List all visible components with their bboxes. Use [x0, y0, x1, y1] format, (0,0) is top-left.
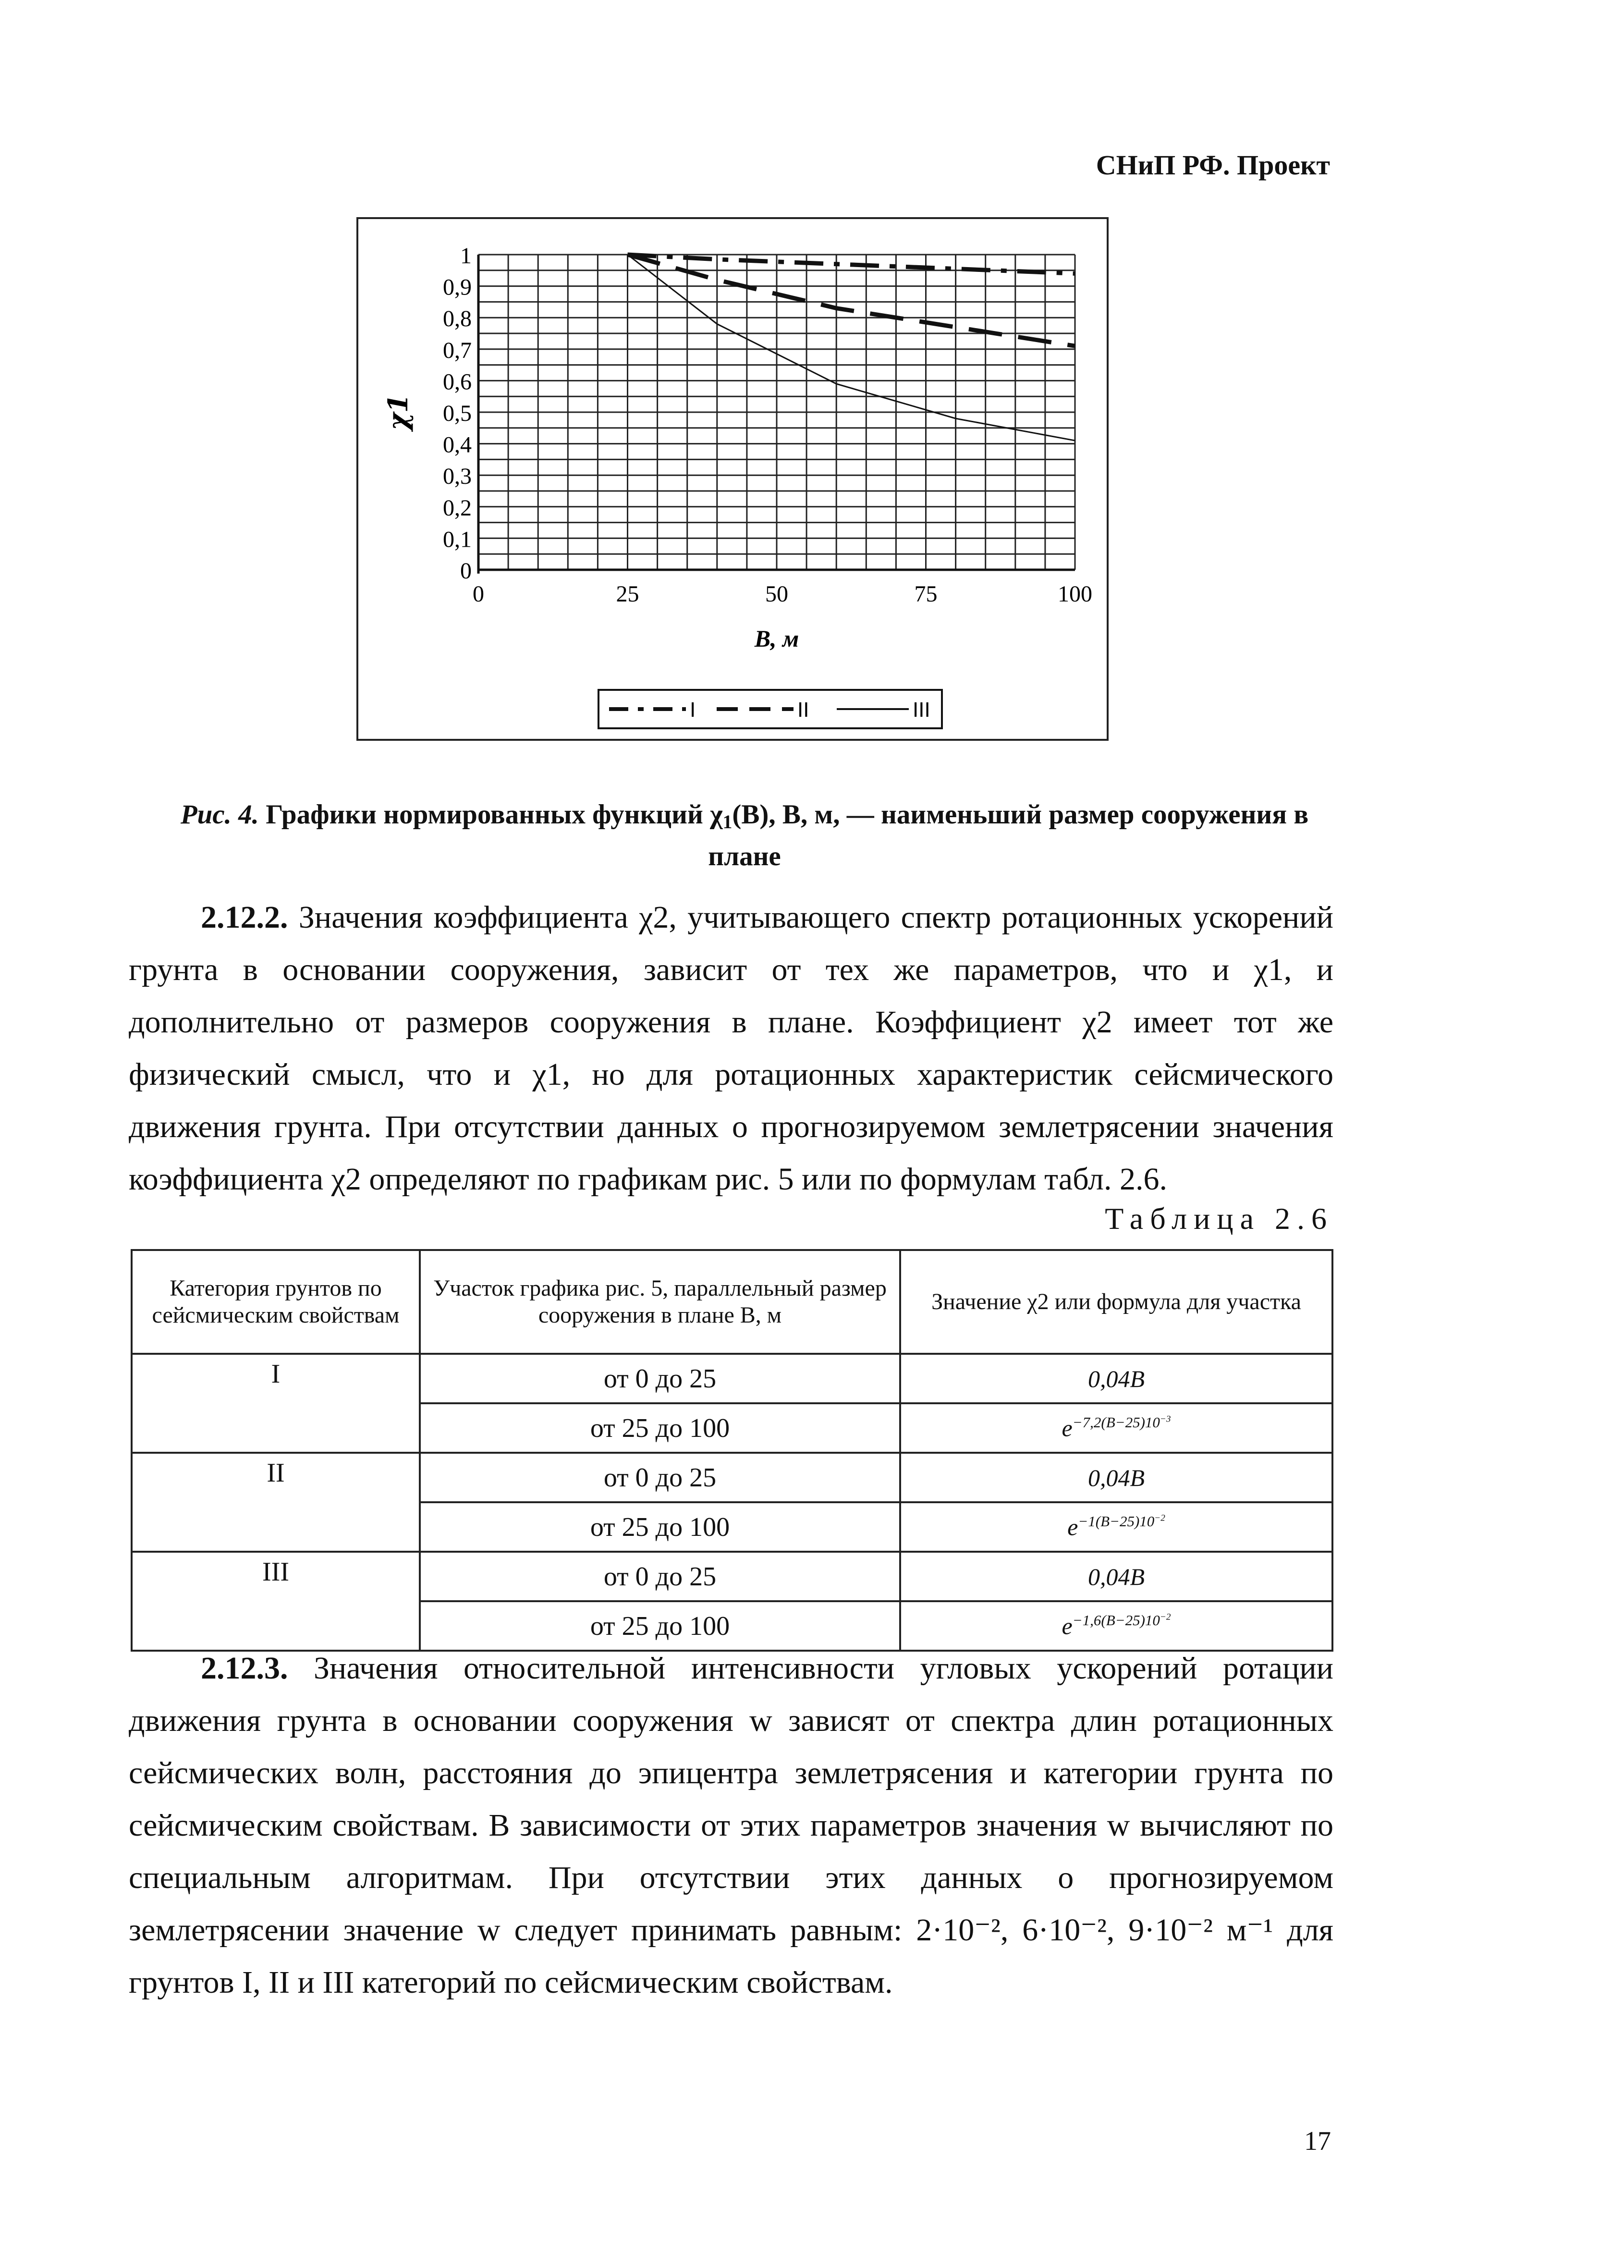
coefficient-table: [131, 1249, 1333, 1652]
y-tick-label: 0,5: [443, 401, 472, 426]
table-title: Таблица 2.6: [1105, 1201, 1333, 1236]
paragraph-2-12-2: [129, 891, 1333, 1205]
document-header: СНиП РФ. Проект: [1096, 149, 1330, 181]
series-line-II: [628, 255, 1075, 346]
y-tick-label: 0,4: [443, 432, 472, 458]
paragraph-text: Значения относительной интенсивности угловых ускорений ротации движения грунта в основании сооружения w зависят от спектра длин ротационных сейсмических волн, расстояния до эпицентра землетрясения и категории грунта по сейсмическим свойствам. В зависимости от этих параметров значения w вычисляют по специальным алгоритмам. При отсутствии этих данных о прогнозируемом землетрясении значение w следует принимать равным: 2·10⁻², 6·10⁻², 9·10⁻² м⁻¹ для грунтов I, II и III категорий по сейсмическим свойствам.: [129, 1651, 1333, 2000]
range-cell: от 0 до 25: [420, 1354, 900, 1403]
y-tick-label: 0,7: [443, 337, 472, 363]
caption-text-before: Графики нормированных функций χ: [258, 799, 723, 830]
figure-caption: [144, 797, 1345, 874]
x-tick-label: 50: [765, 581, 788, 607]
y-tick-label: 0: [460, 558, 472, 584]
legend-label-II: II: [797, 698, 809, 722]
chart-frame: [356, 217, 1109, 741]
formula-base: e: [1067, 1513, 1078, 1541]
formula-base: e: [1062, 1612, 1073, 1640]
x-tick-label: 25: [616, 581, 639, 607]
legend-label-III: III: [913, 698, 930, 722]
table-row: [132, 1552, 1332, 1601]
legend-label-I: I: [690, 698, 696, 722]
y-tick-label: 0,1: [443, 527, 472, 552]
range-cell: от 0 до 25: [420, 1552, 900, 1601]
formula-exponent: −1,6(B−25)10−2: [1072, 1612, 1171, 1629]
y-tick-label: 0,8: [443, 306, 472, 332]
table-header-row: [132, 1250, 1332, 1354]
value-cell: 0,04B: [900, 1552, 1332, 1601]
header-value: Значение χ2 или формула для участка: [900, 1250, 1332, 1354]
header-category: Категория грунтов по сейсмическим свойствам: [132, 1250, 420, 1354]
y-tick-label: 0,6: [443, 369, 472, 395]
paragraph-number: 2.12.3.: [201, 1651, 288, 1686]
range-cell: от 25 до 100: [420, 1403, 900, 1453]
range-cell: от 0 до 25: [420, 1453, 900, 1502]
range-cell: от 25 до 100: [420, 1502, 900, 1552]
x-tick-label: 75: [914, 581, 938, 607]
table-row: [132, 1453, 1332, 1502]
category-cell: III: [132, 1552, 420, 1651]
formula-exponent: −1(B−25)10−2: [1078, 1513, 1165, 1530]
y-tick-label: 0,2: [443, 495, 472, 521]
x-tick-label: 0: [473, 581, 484, 607]
caption-subscript: 1: [722, 810, 733, 833]
value-cell: 0,04B: [900, 1453, 1332, 1502]
paragraph-number: 2.12.2.: [201, 900, 288, 935]
category-cell: II: [132, 1453, 420, 1552]
value-cell: 0,04B: [900, 1354, 1332, 1403]
caption-text-after: (B), B, м, — наименьший размер сооружения в плане: [708, 799, 1309, 871]
y-tick-label: 0,3: [443, 464, 472, 490]
y-tick-label: 1: [460, 243, 472, 269]
x-axis-title: B, м: [754, 625, 799, 652]
paragraph-text: Значения коэффициента χ2, учитывающего спектр ротационных ускорений грунта в основании сооружения, зависит от тех же параметров, что и χ1, и дополнительно от размеров сооружения в плане. Коэффициент χ2 имеет тот же физический смысл, что и χ1, но для ротационных характеристик сейсмического движения грунта. При отсутствии данных о прогнозируемом землетрясении значения коэффициента χ2 определяют по графикам рис. 5 или по формулам табл. 2.6.: [129, 900, 1333, 1197]
page-number: 17: [1304, 2126, 1331, 2156]
chi1-chart: [358, 219, 1107, 739]
category-cell: I: [132, 1354, 420, 1453]
table-row: [132, 1354, 1332, 1403]
formula-cell: [900, 1502, 1332, 1552]
paragraph-2-12-3: [129, 1642, 1333, 2009]
range-cell: от 25 до 100: [420, 1601, 900, 1651]
formula-exponent: −7,2(B−25)10−3: [1072, 1414, 1171, 1431]
formula-base: e: [1062, 1414, 1073, 1442]
figure-label: Рис. 4.: [180, 799, 259, 830]
y-tick-label: 0,9: [443, 274, 472, 300]
x-tick-label: 100: [1058, 581, 1092, 607]
y-axis-title: χ1: [382, 394, 414, 430]
header-range: Участок графика рис. 5, параллельный размер сооружения в плане B, м: [420, 1250, 900, 1354]
formula-cell: [900, 1403, 1332, 1453]
